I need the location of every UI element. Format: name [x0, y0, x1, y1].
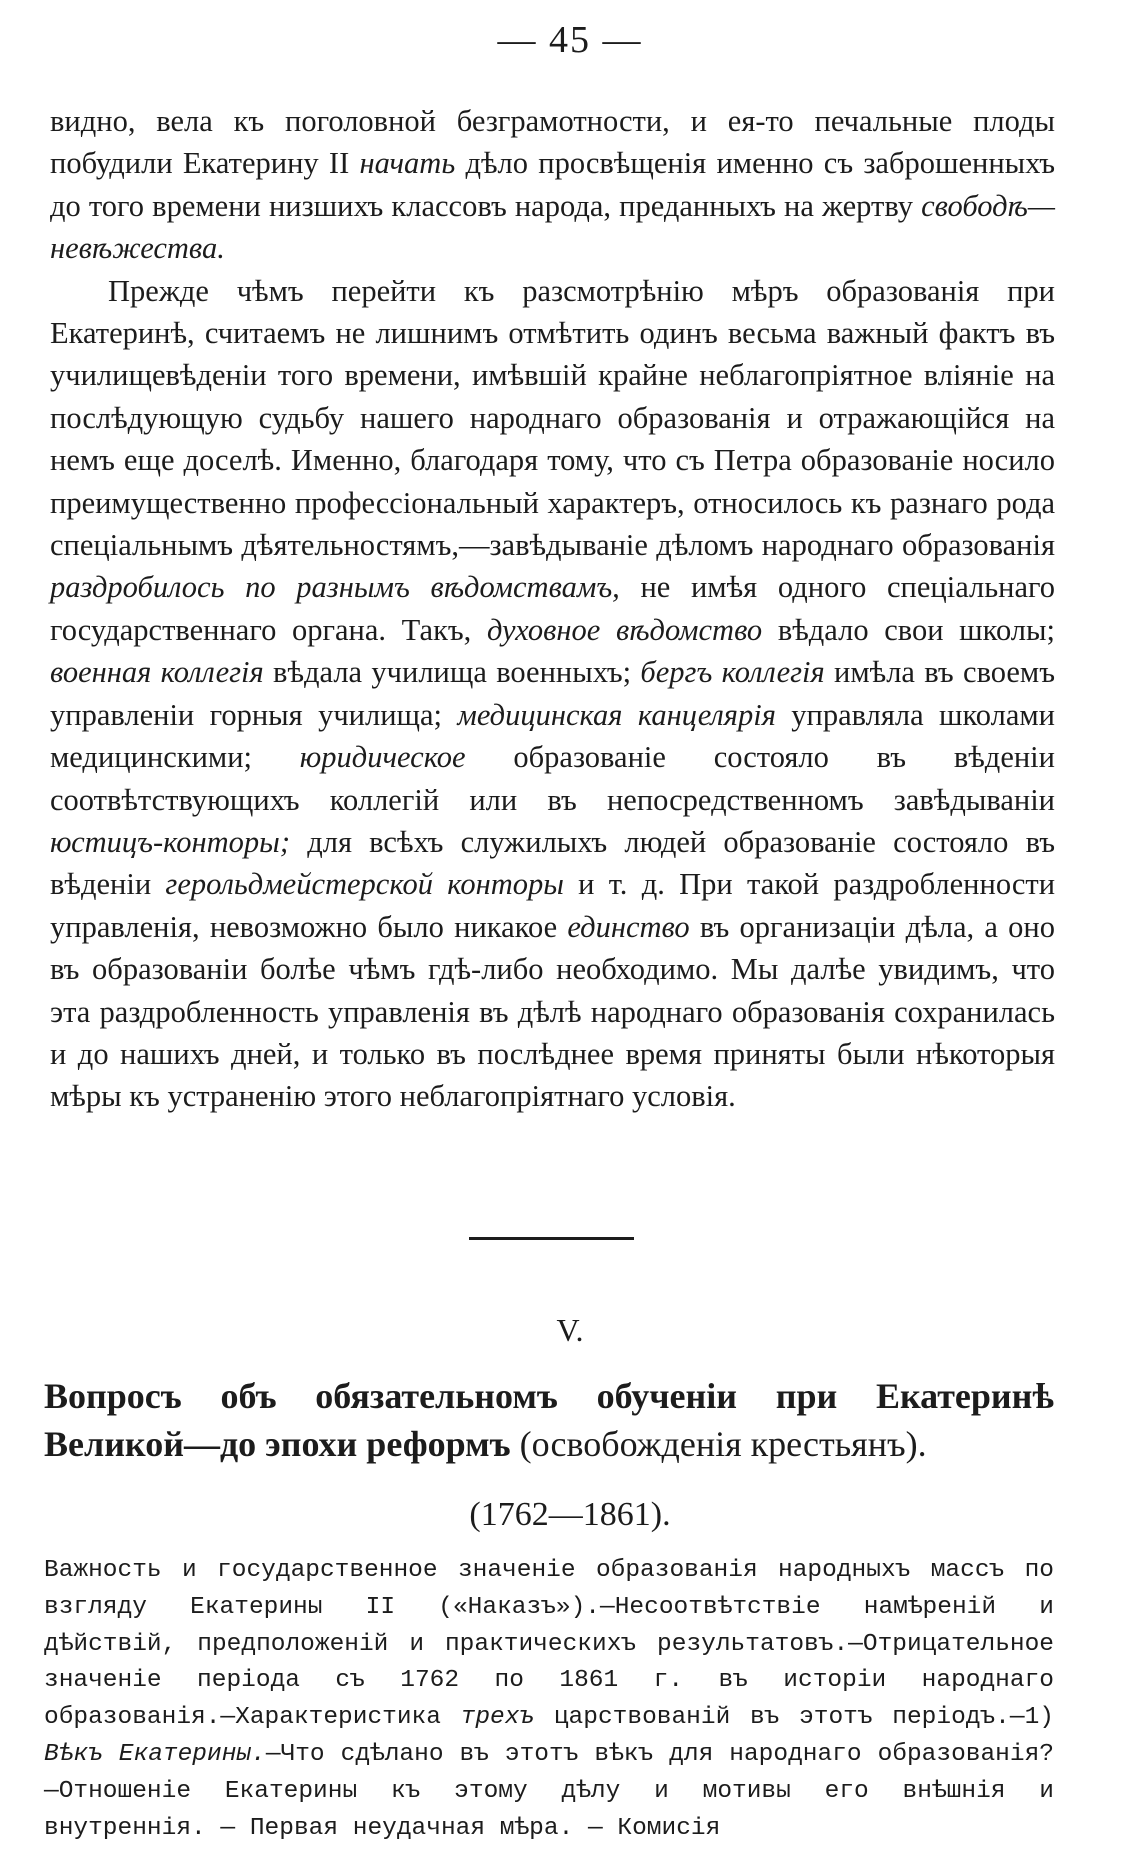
text-run: и т. д. При такой раздробленности управленія, невозможно было никакое	[50, 867, 1056, 944]
paragraph-2	[50, 270, 1055, 1118]
text-run: Важность и государственное значеніе образованія народныхъ массъ по взгляду Екатерины II («Наказъ»).—Несоотвѣтствіе намѣреній и дѣйствій, предположеній и практическихъ результатовъ.—Отрицательное значеніе періода съ 1762 по 1861 г. въ исторіи народнаго образованія.—Характеристика	[44, 1557, 1054, 1732]
text-run: для всѣхъ служилыхъ людей образованіе состояло въ вѣденіи	[50, 824, 1055, 902]
summary-paragraph	[44, 1553, 1054, 1847]
text-run: —Что сдѣлано въ этотъ вѣкъ для народнаго образованія?—Отношеніе Екатерины къ этому дѣлу и мотивы его внѣшнія и внутреннія. — Первая неудачная мѣра. — Комисія	[44, 1740, 1054, 1842]
section-heading	[44, 1372, 1054, 1468]
text-run: имѣла въ своемъ управленіи горныя училища;	[50, 655, 1056, 732]
chapter-summary	[44, 1553, 1054, 1847]
italic-run: бергъ коллегія	[640, 655, 825, 690]
text-run: образованіе состояло въ вѣденіи соотвѣтствующихъ коллегій или въ непосредственномъ завѣдываніи	[50, 740, 1055, 817]
section-divider	[469, 1237, 634, 1240]
text-run: вѣдало свои школы;	[762, 612, 1055, 647]
text-run: Прежде чѣмъ перейти къ разсмотрѣнію мѣръ образованія при Екатеринѣ, считаемъ не лишнимъ отмѣтить одинъ весьма важный фактъ въ училищевѣденіи того времени, имѣвшій крайне неблагопріятное вліяніе на послѣдующую судьбу нашего народнаго образованія и отражающійся на немъ еще доселѣ. Именно, благодаря тому, что съ Петра образованіе носило преимущественно профессіональный характеръ, относилось къ разнаго рода спеціальнымъ дѣятельностямъ,—завѣдываніе дѣломъ народнаго образованія	[50, 273, 1055, 563]
text-run: царствованій въ этотъ періодъ.—1)	[534, 1704, 1054, 1732]
italic-run: трехъ	[460, 1704, 535, 1732]
section-dates: (1762—1861).	[469, 1496, 671, 1533]
main-text	[50, 100, 1055, 1118]
page-number: — 45 —	[497, 19, 643, 61]
italic-run: военная коллегія	[50, 655, 264, 690]
text-run: видно, вела къ поголовной безграмотности, и ея-то печальные плоды побудили Екатерину II	[50, 104, 1055, 181]
italic-run: медицинская канцелярія	[457, 697, 776, 732]
section-number: V.	[556, 1312, 584, 1348]
italic-run: герольдмейстерской конторы	[165, 867, 564, 902]
italic-run: свободѣ—невѣжества.	[50, 188, 1055, 266]
text-run: въ организаціи дѣла, а оно въ образованіи болѣе чѣмъ гдѣ-либо необходимо. Мы далѣе увидимъ, что эта раздробленность управленія въ дѣлѣ народнаго образованія сохранилась и до нашихъ дней, и только въ послѣднее время приняты были нѣкоторыя мѣры къ устраненію этого неблагопріятнаго условія.	[50, 909, 1055, 1114]
italic-run: юридическое	[299, 740, 466, 775]
italic-run: юстицъ-конторы;	[50, 824, 290, 859]
italic-run: начать	[359, 146, 456, 181]
section-heading-bold: Вопросъ объ обязательномъ обученіи при Екатеринѣ Великой—до эпохи реформъ	[44, 1376, 1054, 1464]
section-heading-plain: (освобожденія крестьянъ).	[510, 1424, 927, 1464]
italic-run: Вѣкъ Екатерины.	[44, 1740, 266, 1768]
text-run: вѣдала училища военныхъ;	[263, 655, 641, 690]
text-run: не имѣя одного спеціальнаго государственнаго органа. Такъ,	[50, 570, 1055, 647]
paragraph-1	[50, 100, 1055, 270]
italic-run: единство	[567, 909, 690, 944]
italic-run: духовное вѣдомство	[486, 612, 763, 647]
text-run: управляла школами медицинскими;	[50, 697, 1055, 775]
italic-run: раздробилось по разнымъ вѣдомствамъ,	[50, 570, 620, 605]
text-run: дѣло просвѣщенія именно съ заброшенныхъ до того времени низшихъ классовъ народа, преданныхъ на жертву	[50, 146, 1056, 223]
